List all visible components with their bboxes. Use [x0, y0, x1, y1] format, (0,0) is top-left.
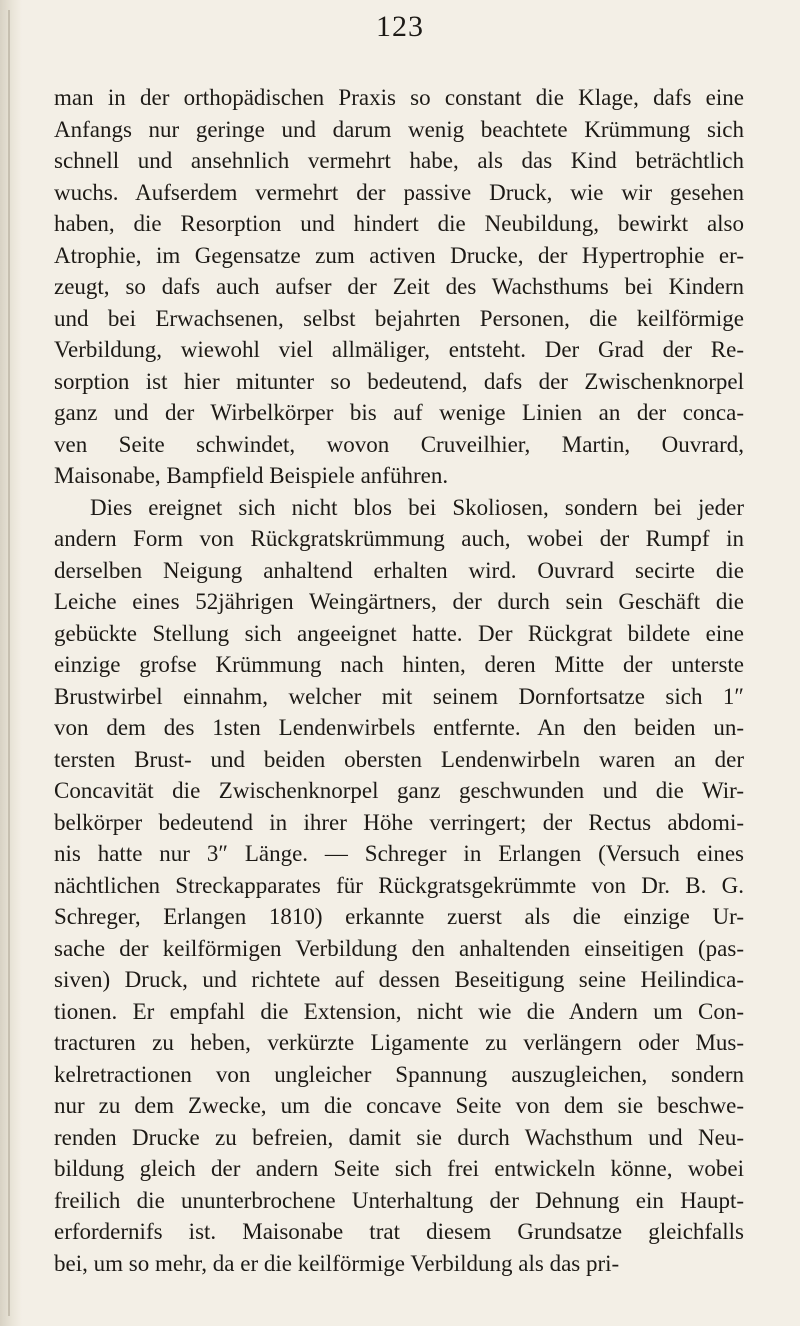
text-line: Dies ereignet sich nicht blos bei Skoliosen, sondern bei jeder: [90, 494, 744, 520]
text-line: bildung gleich der andern Seite sich frei entwickeln könne, wobei: [54, 1156, 744, 1181]
text-line: wuchs. Aufserdem vermehrt der passive Druck, wie wir gesehen: [54, 179, 744, 205]
text-line: renden Drucke zu befreien, damit sie durch Wachsthum und Neu-: [54, 1124, 744, 1150]
page-number: 123: [376, 10, 424, 43]
text-line: ven Seite schwindet, wovon Cruveilhier, Martin, Ouvrard,: [54, 431, 744, 457]
text-line: Verbildung, wiewohl viel allmäliger, entsteht. Der Grad der Re-: [54, 337, 744, 362]
book-gutter-shadow: [0, 0, 22, 1326]
text-line: einzige grofse Krümmung nach hinten, deren Mitte der unterste: [54, 652, 744, 677]
text-line: belkörper bedeutend in ihrer Höhe verringert; der Rectus abdomi-: [54, 809, 744, 835]
body-text: [54, 82, 744, 1279]
text-line: siven) Druck, und richtete auf dessen Beseitigung seine Heilindica-: [54, 967, 744, 992]
text-line: Concavität die Zwischenknorpel ganz geschwunden und die Wir-: [54, 778, 744, 803]
binding-edge: [8, 10, 10, 1316]
text-line: Maisonabe, Bampfield Beispiele anführen.: [54, 463, 449, 488]
text-line: nächtlichen Streckapparates für Rückgratsgekrümmte von Dr. B. G.: [54, 872, 744, 898]
text-line: andern Form von Rückgratskrümmung auch, wobei der Rumpf in: [54, 526, 744, 551]
text-line: Anfangs nur geringe und darum wenig beachtete Krümmung sich: [54, 116, 744, 142]
text-line: und bei Erwachsenen, selbst bejahrten Personen, die keilförmige: [54, 305, 744, 331]
text-line: tionen. Er empfahl die Extension, nicht wie die Andern um Con-: [54, 998, 744, 1024]
text-line: nis hatte nur 3″ Länge. — Schreger in Erlangen (Versuch eines: [54, 841, 744, 866]
text-line: derselben Neigung anhaltend erhalten wird. Ouvrard secirte die: [54, 557, 744, 583]
text-line: Leiche eines 52jährigen Weingärtners, der durch sein Geschäft die: [54, 589, 744, 614]
text-line: ganz und der Wirbelkörper bis auf wenige Linien an der conca-: [54, 400, 744, 425]
text-line: erfordernifs ist. Maisonabe trat diesem Grundsatze gleichfalls: [54, 1219, 744, 1244]
text-line: bei, um so mehr, da er die keilförmige Verbildung als das pri-: [54, 1250, 620, 1276]
text-line: freilich die ununterbrochene Unterhaltung der Dehnung ein Haupt-: [54, 1187, 744, 1213]
text-line: kelretractionen von ungleicher Spannung auszugleichen, sondern: [54, 1061, 744, 1087]
text-line: man in der orthopädischen Praxis so constant die Klage, dafs eine: [54, 85, 744, 110]
text-line: tersten Brust- und beiden obersten Lendenwirbeln waren an der: [54, 746, 744, 772]
text-line: Atrophie, im Gegensatze zum activen Drucke, der Hypertrophie er-: [54, 242, 744, 268]
text-line: nur zu dem Zwecke, um die concave Seite von dem sie beschwe-: [54, 1093, 744, 1118]
text-line: sorption ist hier mitunter so bedeutend, dafs der Zwischenknorpel: [54, 368, 744, 394]
text-line: tracturen zu heben, verkürzte Ligamente zu verlängern oder Mus-: [54, 1030, 744, 1055]
text-line: Schreger, Erlangen 1810) erkannte zuerst als die einzige Ur-: [54, 904, 744, 929]
text-line: sache der keilförmigen Verbildung den anhaltenden einseitigen (pas-: [54, 935, 744, 961]
text-line: haben, die Resorption und hindert die Neubildung, bewirkt also: [54, 211, 744, 236]
text-line: von dem des 1sten Lendenwirbels entfernte. An den beiden un-: [54, 715, 744, 740]
text-line: zeugt, so dafs auch aufser der Zeit des Wachsthums bei Kindern: [54, 274, 744, 299]
text-line: gebückte Stellung sich angeeignet hatte. Der Rückgrat bildete eine: [54, 620, 744, 646]
text-line: Brustwirbel einnahm, welcher mit seinem Dornfortsatze sich 1″: [54, 683, 744, 709]
text-line: schnell und ansehnlich vermehrt habe, als das Kind beträchtlich: [54, 148, 744, 173]
